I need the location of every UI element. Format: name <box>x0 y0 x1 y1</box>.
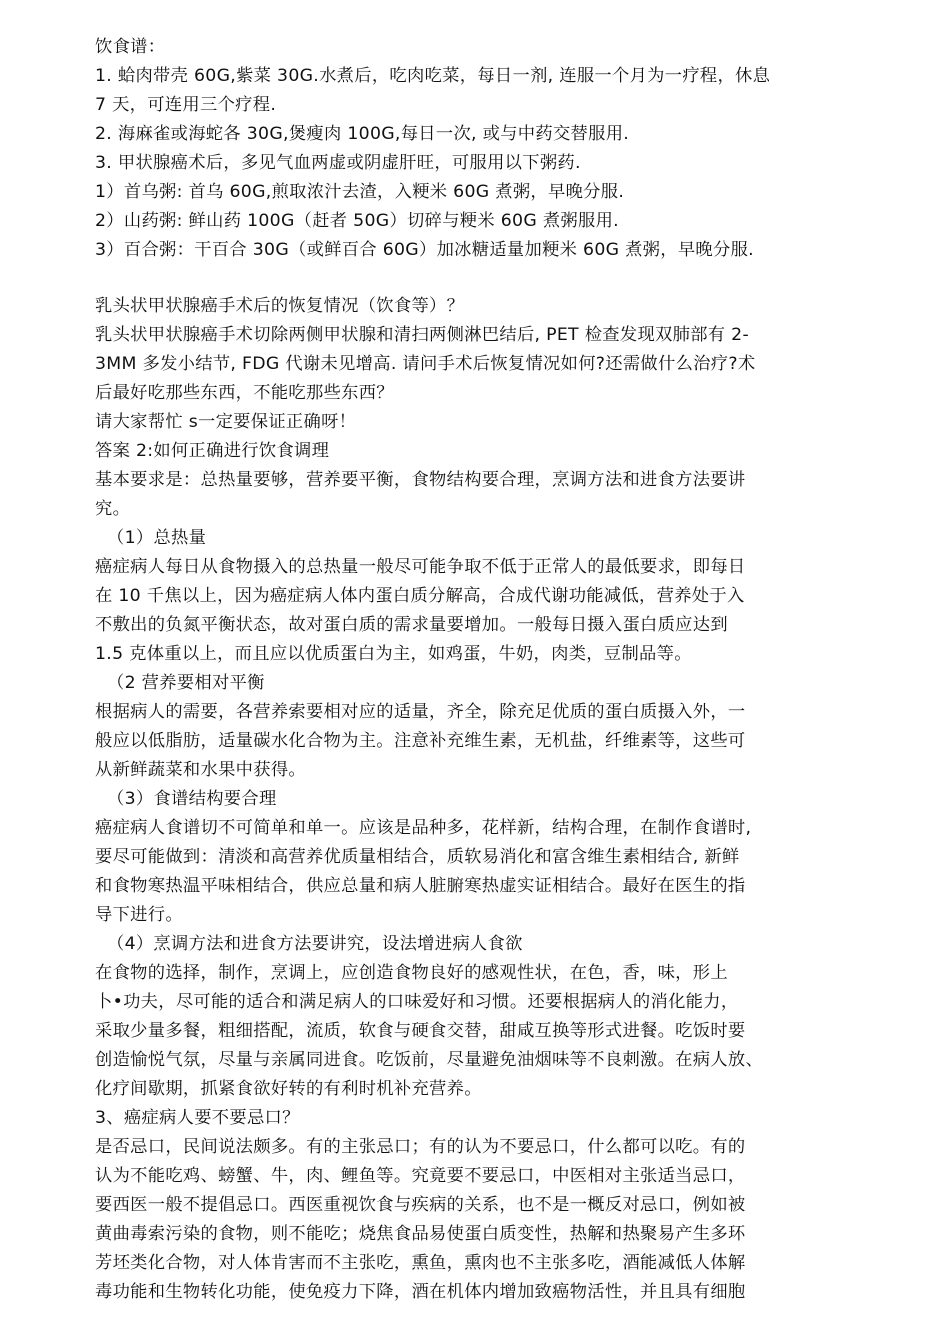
text-line: 要尽可能做到：清淡和高营养优质量相结合，质软易消化和富含维生素相结合, 新鲜 <box>95 847 740 867</box>
subsection-heading: （3）食谱结构要合理 <box>107 789 277 809</box>
subsection-heading: （2 营养要相对平衡 <box>107 673 265 693</box>
text-line: 请大家帮忙 s一定要保证正确呀！ <box>95 412 357 432</box>
text-line: 在食物的选择，制作，烹调上，应创造食物良好的感观性状，在色，香，味，形上 <box>95 963 728 983</box>
text-line: 采取少量多餐，粗细搭配，流质，软食与硬食交替，甜咸互换等形式进餐。吃饭时要 <box>95 1021 746 1041</box>
subsection-heading: （4）烹调方法和进食方法要讲究，设法增进病人食欲 <box>107 934 523 954</box>
text-line: 不敷出的负氮平衡状态，故对蛋白质的需求量要增加。一般每日摄入蛋白质应达到 <box>95 615 728 635</box>
text-line: 和食物寒热温平味相结合，供应总量和病人脏腑寒热虚实证相结合。最好在医生的指 <box>95 876 746 896</box>
text-line: 乳头状甲状腺癌手术切除两侧甲状腺和清扫两侧淋巴结后, PET 检查发现双肺部有 2- <box>95 325 749 345</box>
text-line: 饮食谱： <box>95 37 166 57</box>
text-line: 般应以低脂肪，适量碳水化合物为主。注意补充维生素，无机盐，纤维素等，这些可 <box>95 731 746 751</box>
text-line: 7 天，可连用三个疗程. <box>95 95 277 115</box>
text-line: 创造愉悦气氛，尽量与亲属同进食。吃饭前，尽量避免油烟味等不良刺激。在病人放、 <box>95 1050 764 1070</box>
text-line: 毒功能和生物转化功能，使免疫力下降，酒在机体内增加致癌物活性，并且具有细胞 <box>95 1282 746 1302</box>
text-line: 癌症病人食谱切不可简单和单一。应该是品种多，花样新，结构合理，在制作食谱时, <box>95 818 752 838</box>
text-line: 究。 <box>95 499 131 519</box>
text-line: 认为不能吃鸡、螃蟹、牛，肉、鲤鱼等。究竟要不要忌口，中医相对主张适当忌口， <box>95 1166 746 1186</box>
text-line: 黄曲毒索污染的食物，则不能吃；烧焦食品易使蛋白质变性，热解和热聚易产生多环 <box>95 1224 746 1244</box>
text-line: 1）首乌粥: 首乌 60G,煎取浓汁去渣，入粳米 60G 煮粥，早晚分服. <box>95 182 625 202</box>
text-line: 答案 2:如何正确进行饮食调理 <box>95 441 330 461</box>
text-line: 是否忌口，民间说法颇多。有的主张忌口；有的认为不要忌口，什么都可以吃。有的 <box>95 1137 746 1157</box>
text-line: 从新鲜蔬菜和水果中获得。 <box>95 760 306 780</box>
text-line: 3MM 多发小结节, FDG 代谢未见增高. 请问手术后恢复情况如何?还需做什么治疗?术 <box>95 354 756 374</box>
text-line: 化疗间歇期，抓紧食欲好转的有利时机补充营养。 <box>95 1079 482 1099</box>
subsection-heading: （1）总热量 <box>107 528 207 548</box>
text-line: 基本要求是：总热量要够，营养要平衡，食物结构要合理，烹调方法和进食方法要讲 <box>95 470 746 490</box>
text-line: 在 10 千焦以上，因为癌症病人体内蛋白质分解高，合成代谢功能减低，营养处于入 <box>95 586 745 606</box>
text-line: 导下进行。 <box>95 905 183 925</box>
text-line: 要西医一般不提倡忌口。西医重视饮食与疾病的关系，也不是一概反对忌口，例如被 <box>95 1195 746 1215</box>
text-line: 3. 甲状腺癌术后，多见气血两虚或阴虚肝旺，可服用以下粥药. <box>95 153 581 173</box>
text-line: 后最好吃那些东西，不能吃那些东西？ <box>95 383 394 403</box>
text-line: 1. 蛤肉带壳 60G,紫菜 30G.水煮后，吃肉吃菜，每日一剂, 连服一个月为一疗程，休息 <box>95 66 771 86</box>
text-line: 卜•功夫，尽可能的适合和满足病人的口味爱好和习惯。还要根据病人的消化能力， <box>95 992 739 1012</box>
text-line: 癌症病人每日从食物摄入的总热量一般尽可能争取不低于正常人的最低要求，即每日 <box>95 557 746 577</box>
text-line: 2. 海麻雀或海蛇各 30G,煲瘦肉 100G,每日一次, 或与中药交替服用. <box>95 124 630 144</box>
text-line: 1.5 克体重以上，而且应以优质蛋白为主，如鸡蛋，牛奶，肉类，豆制品等。 <box>95 644 692 664</box>
section-heading: 乳头状甲状腺癌手术后的恢复情况（饮食等）？ <box>95 296 465 316</box>
text-line: 2）山药粥: 鲜山药 100G（赶者 50G）切碎与粳米 60G 煮粥服用. <box>95 211 619 231</box>
text-line: 3）百合粥：干百合 30G（或鲜百合 60G）加冰糖适量加粳米 60G 煮粥，早晚分服. <box>95 240 754 260</box>
text-line: 芳坯类化合物，对人体肯害而不主张吃，熏鱼，熏肉也不主张多吃，酒能减低人体解 <box>95 1253 746 1273</box>
section-heading: 3、癌症病人要不要忌口？ <box>95 1108 300 1128</box>
text-line: 根据病人的需要，各营养索要相对应的适量，齐全，除充足优质的蛋白质摄入外，一 <box>95 702 746 722</box>
